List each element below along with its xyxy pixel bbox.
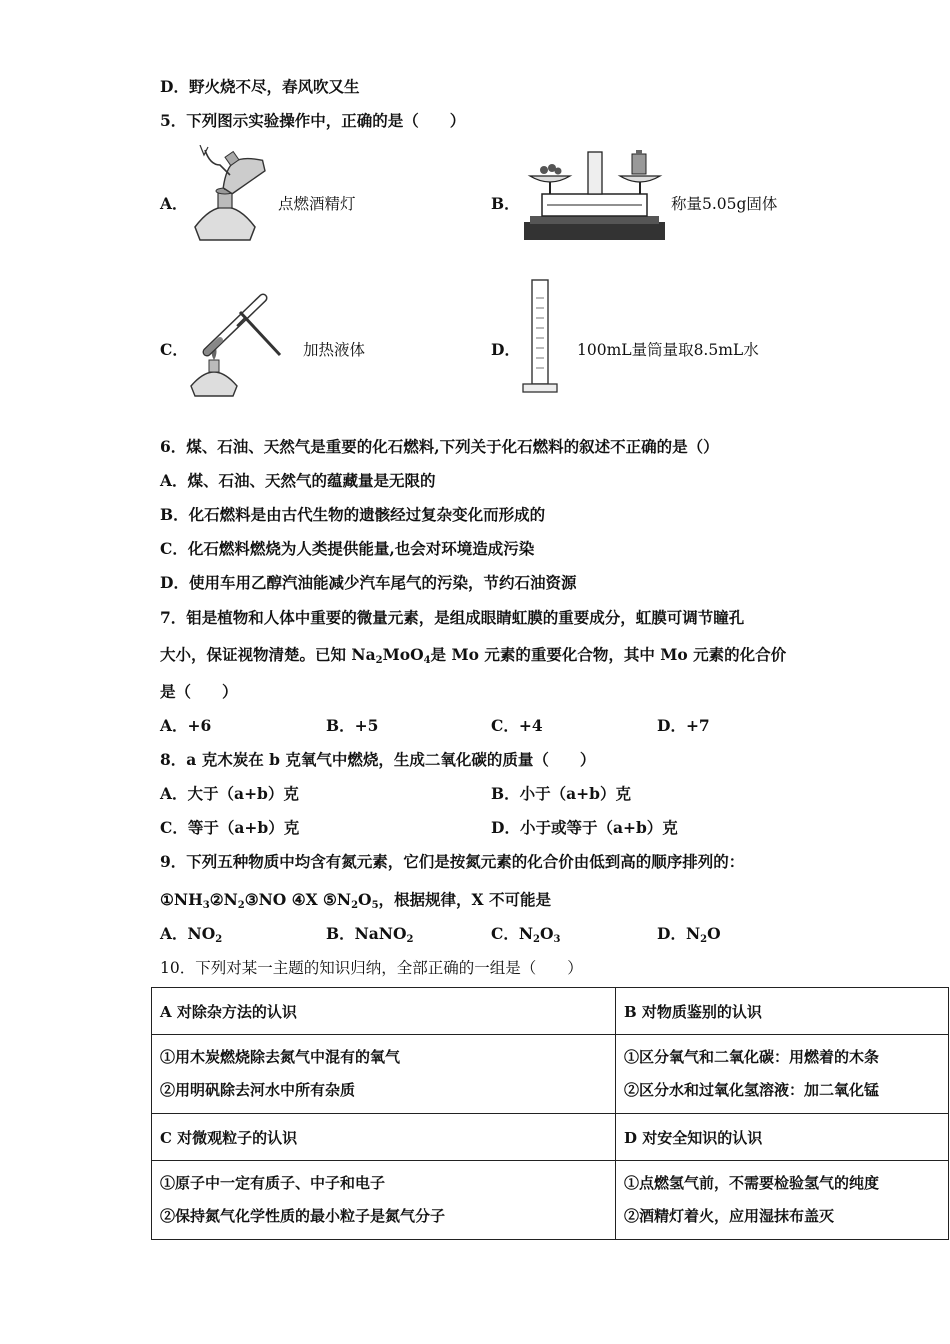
q6-option-d: D．使用车用乙醇汽油能减少汽车尾气的污染，节约石油资源	[160, 573, 577, 592]
q9-b-pre: B．NaNO	[326, 924, 407, 943]
q6-option-a: A．煤、石油、天然气的蕴藏量是无限的	[160, 471, 436, 490]
q9-b-sub: 2	[406, 934, 414, 945]
q7-line2-post: 是 Mo 元素的重要化合物，其中 Mo 元素的化合价	[430, 645, 787, 664]
q9-seq-s3: 2	[351, 900, 359, 911]
q9-seq-p1: ①NH	[160, 890, 203, 909]
q9-option-a	[160, 924, 222, 944]
q9-sequence	[160, 890, 551, 910]
q10-cell-c-title: C 对微观粒子的认识	[152, 1114, 616, 1161]
q10-d-item-2: ②酒精灯着火，应用湿抹布盖灭	[624, 1207, 835, 1225]
q4-option-d: D．野火烧不尽，春风吹又生	[160, 77, 360, 96]
q5-option-c-letter: C．	[160, 340, 188, 359]
q10-knowledge-table	[151, 987, 949, 1240]
q9-seq-s4: 5	[371, 900, 379, 911]
q9-a-pre: A．NO	[160, 924, 216, 943]
q9-a-sub: 2	[215, 934, 223, 945]
measuring-cylinder-figure	[520, 278, 560, 396]
q9-seq-p3: ③NO ④X ⑤N	[244, 890, 352, 909]
q5-option-b-letter: B．	[491, 194, 520, 213]
q9-c-sub2: 3	[553, 934, 561, 945]
q9-option-d	[657, 924, 721, 944]
q9-d-pre: D．N	[657, 924, 701, 943]
q5-option-b-caption: 称量5.05g固体	[671, 195, 778, 213]
q10-b-item-2: ②区分水和过氧化氢溶液：加二氧化锰	[624, 1081, 880, 1099]
q10-cell-d-title: D 对安全知识的认识	[616, 1114, 949, 1161]
q7-stem-line2	[160, 645, 786, 665]
q9-seq-p2: ②N	[209, 890, 238, 909]
q10-cell-b-items	[616, 1035, 949, 1114]
q9-stem: 9．下列五种物质中均含有氮元素，它们是按氮元素的化合价由低到高的顺序排列的：	[160, 852, 745, 871]
q10-b-item-1: ①区分氧气和二氧化碳：用燃着的木条	[624, 1048, 880, 1066]
q10-d-item-1: ①点燃氢气前，不需要检验氢气的纯度	[624, 1174, 880, 1192]
q9-c-pre: C．N	[491, 924, 534, 943]
q7-line2-sub2: 4	[423, 655, 431, 666]
q8-option-a: A．大于（a+b）克	[160, 784, 299, 803]
q9-seq-p5: ，根据规律，X 不可能是	[378, 890, 551, 909]
q9-c-sub: 2	[533, 934, 540, 945]
q10-cell-a-title: A 对除杂方法的认识	[152, 988, 616, 1035]
q5-stem: 5．下列图示实验操作中，正确的是（ ）	[160, 111, 466, 130]
q10-cell-a-items	[152, 1035, 616, 1114]
q6-stem: 6．煤、石油、天然气是重要的化石燃料,下列关于化石燃料的叙述不正确的是（）	[160, 437, 719, 456]
q10-cell-c-items	[152, 1161, 616, 1240]
q10-a-item-1: ①用木炭燃烧除去氮气中混有的氧气	[160, 1048, 401, 1066]
q10-cell-b-title: B 对物质鉴别的认识	[616, 988, 949, 1035]
q7-option-a: A．+6	[160, 716, 212, 735]
q9-seq-s1: 3	[202, 900, 210, 911]
q10-a-item-2: ②用明矾除去河水中所有杂质	[160, 1081, 356, 1099]
q9-d-sub: 2	[700, 934, 708, 945]
q5-option-d-caption: 100mL量筒量取8.5mL水	[577, 341, 759, 359]
q8-option-c: C．等于（a+b）克	[160, 818, 300, 837]
q7-stem-line1: 7．钼是植物和人体中重要的微量元素，是组成眼睛虹膜的重要成分，虹膜可调节瞳孔	[160, 608, 745, 627]
q7-option-c: C．+4	[491, 716, 543, 735]
q10-stem: 10．下列对某一主题的知识归纳，全部正确的一组是（ ）	[160, 959, 583, 977]
q9-option-c	[491, 924, 560, 944]
q6-option-c: C．化石燃料燃烧为人类提供能量,也会对环境造成污染	[160, 539, 535, 558]
q7-line2-mid: MoO	[382, 645, 424, 664]
q8-stem: 8．a 克木炭在 b 克氧气中燃烧，生成二氧化碳的质量（ ）	[160, 750, 596, 769]
q6-option-b: B．化石燃料是由古代生物的遗骸经过复杂变化而形成的	[160, 505, 546, 524]
q9-seq-s2: 2	[237, 900, 245, 911]
q5-option-d-letter: D．	[491, 340, 520, 359]
q7-line2-pre: 大小，保证视物清楚。已知 Na	[160, 645, 376, 664]
q9-d-post: O	[707, 924, 721, 943]
q8-option-b: B．小于（a+b）克	[491, 784, 631, 803]
balance-weighing-figure	[522, 150, 667, 242]
q5-option-a-caption: 点燃酒精灯	[278, 195, 356, 213]
q9-c-post: O	[539, 924, 554, 943]
q7-stem-line3: 是（ ）	[160, 682, 238, 701]
q5-option-a-letter: A．	[160, 194, 188, 213]
q7-line2-sub1: 2	[375, 655, 383, 666]
q5-option-c-caption: 加热液体	[303, 341, 366, 359]
q9-seq-p4: O	[358, 890, 372, 909]
lighting-alcohol-lamp-figure	[180, 145, 275, 245]
q7-option-d: D．+7	[657, 716, 710, 735]
q9-option-b	[326, 924, 413, 944]
heating-liquid-figure	[185, 290, 285, 400]
q10-cell-d-items	[616, 1161, 949, 1240]
q8-option-d: D．小于或等于（a+b）克	[491, 818, 678, 837]
q10-c-item-1: ①原子中一定有质子、中子和电子	[160, 1174, 386, 1192]
q10-c-item-2: ②保持氮气化学性质的最小粒子是氮气分子	[160, 1207, 446, 1225]
q7-option-b: B．+5	[326, 716, 379, 735]
